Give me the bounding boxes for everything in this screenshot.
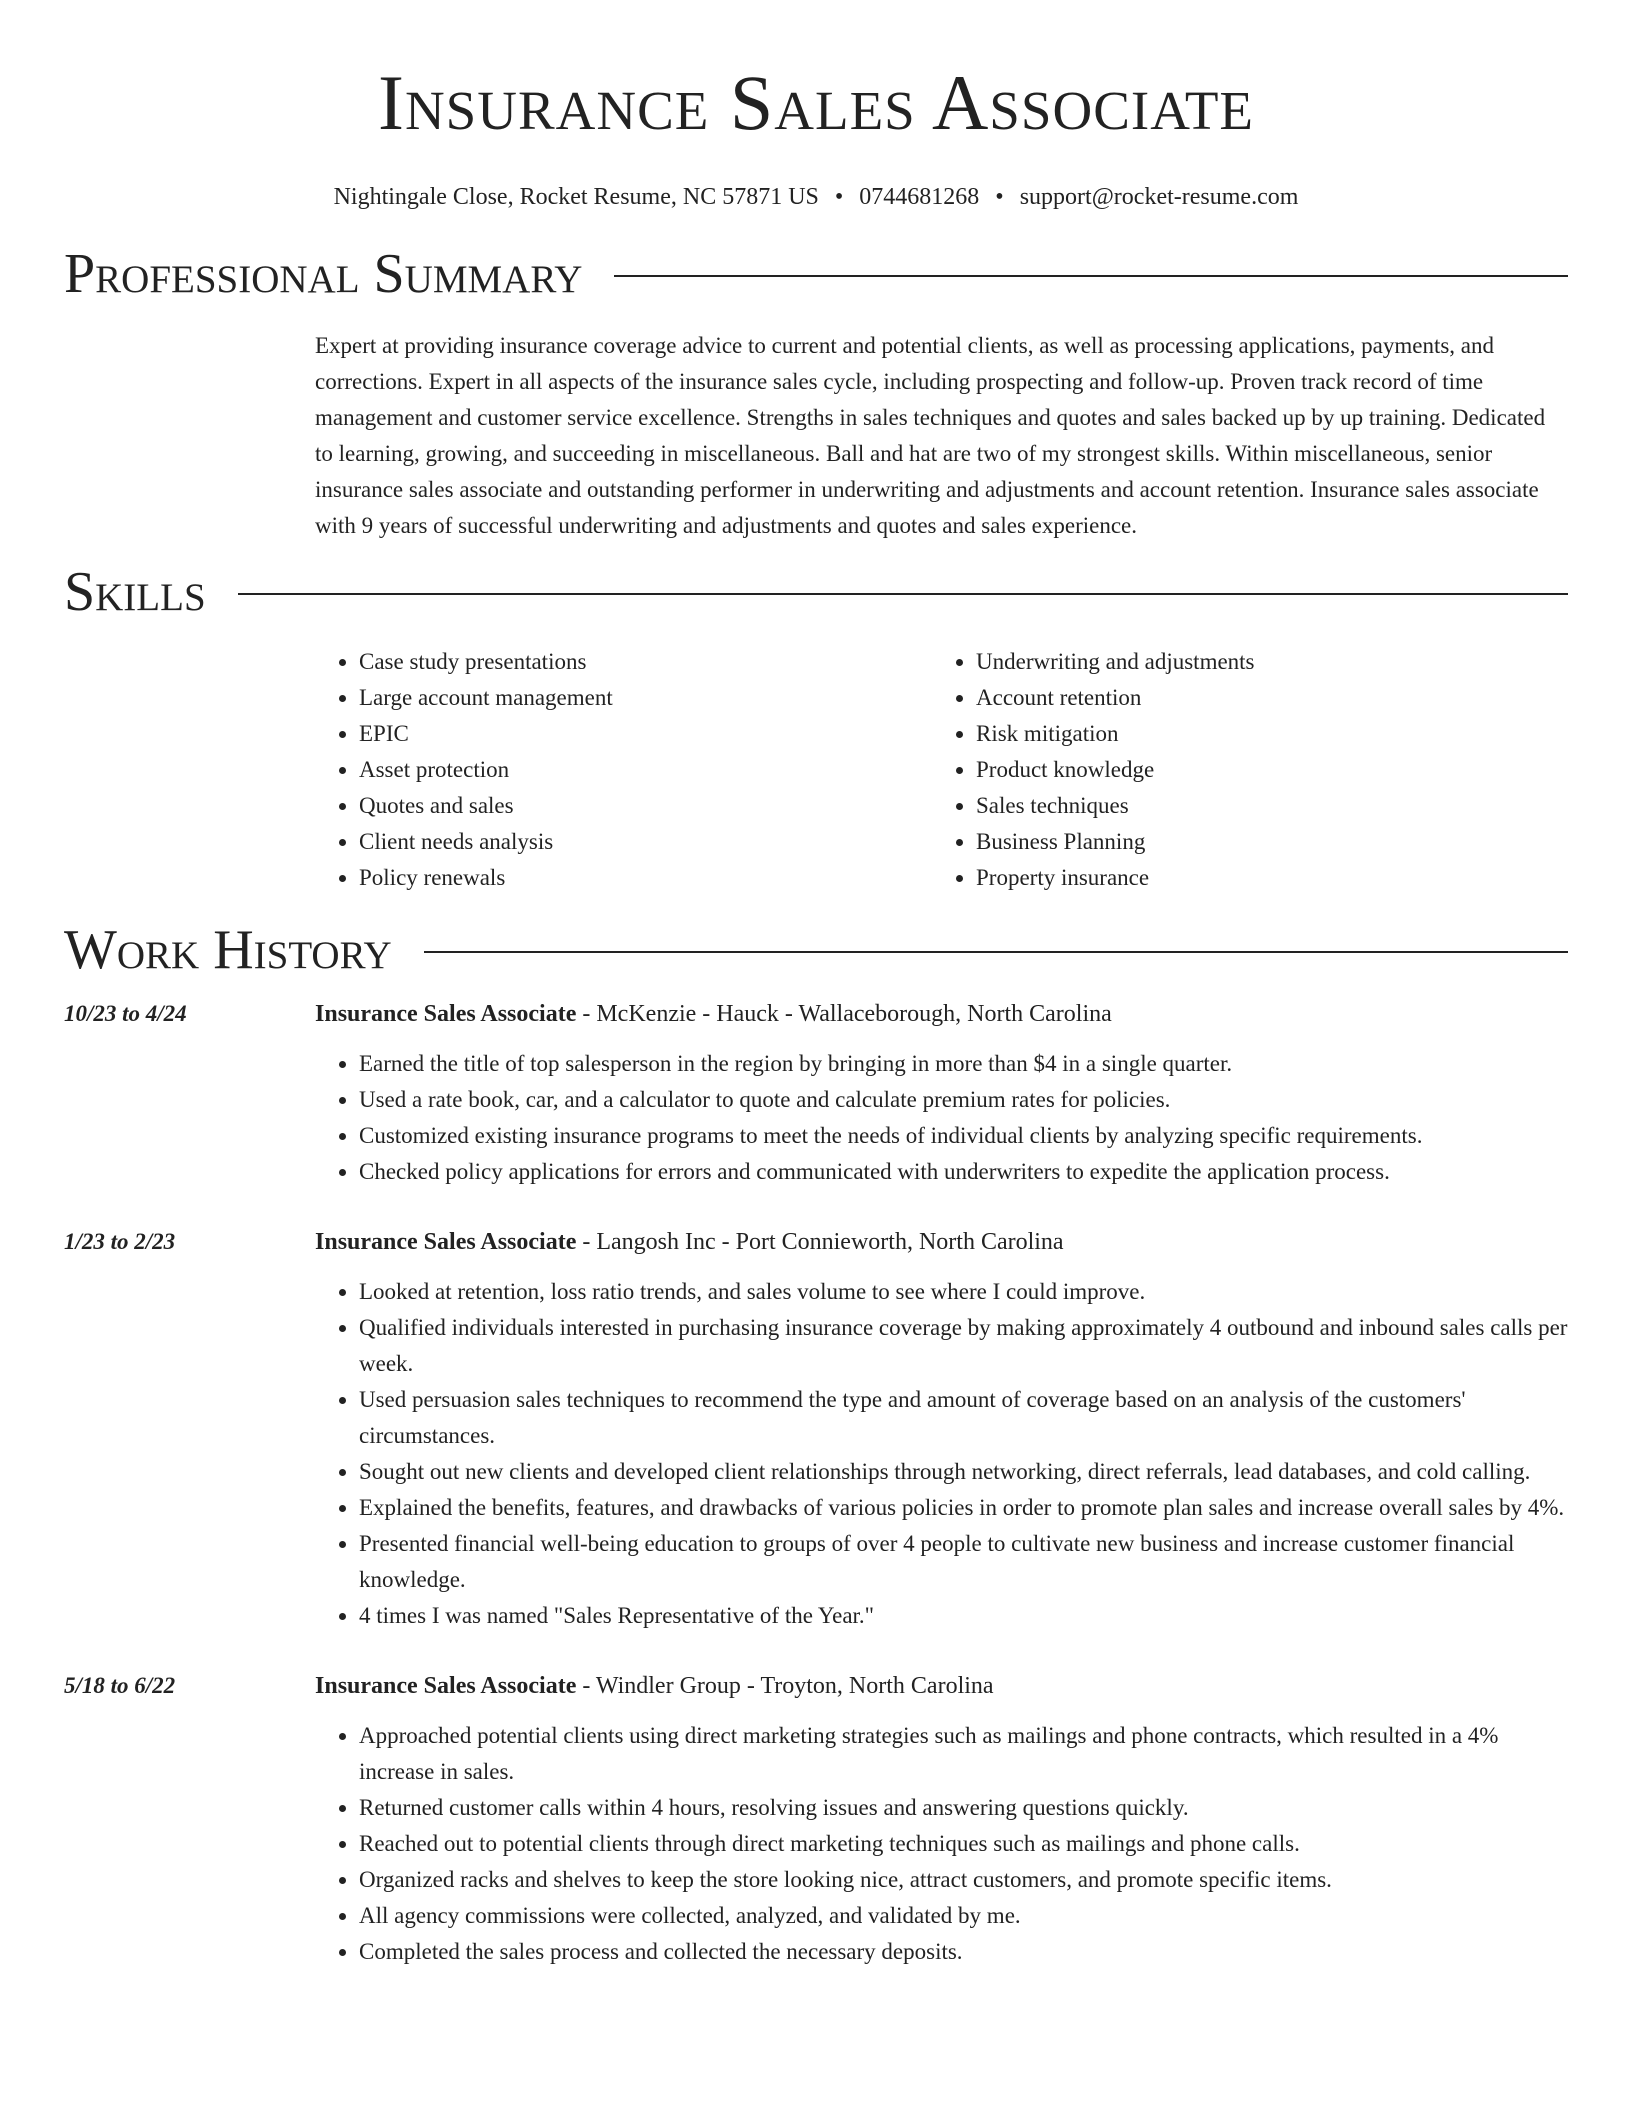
job-bullet: • Used persuasion sales techniques to recommend the type and amount of coverage based on an analysis of the customers' circumstances. <box>359 1382 1568 1454</box>
skills-list <box>315 644 1568 896</box>
job-bullet: • All agency commissions were collected, analyzed, and validated by me. <box>359 1898 1568 1934</box>
work-section-header <box>64 918 1568 982</box>
section-divider <box>238 593 1568 595</box>
job-bullets <box>315 1274 1568 1634</box>
job-entry <box>64 1668 1568 1970</box>
job-bullet: • Reached out to potential clients through direct marketing techniques such as mailings and phone calls. <box>359 1826 1568 1862</box>
contact-separator: • <box>995 184 1004 210</box>
skill-item: • Quotes and sales <box>359 788 932 824</box>
job-employer: - Langosh Inc - Port Connieworth, North Carolina <box>576 1229 1064 1255</box>
skill-item: • Underwriting and adjustments <box>976 644 1549 680</box>
skill-item: • Client needs analysis <box>359 824 932 860</box>
job-bullet: • Used a rate book, car, and a calculator to quote and calculate premium rates for policies. <box>359 1082 1568 1118</box>
contact-phone: 0744681268 <box>859 184 980 210</box>
job-bullet: • Earned the title of top salesperson in the region by bringing in more than $4 in a single quarter. <box>359 1046 1568 1082</box>
skill-item: • Large account management <box>359 680 932 716</box>
job-bullet: • Completed the sales process and collected the necessary deposits. <box>359 1934 1568 1970</box>
job-bullets <box>315 1718 1568 1970</box>
skill-item: • Property insurance <box>976 860 1549 896</box>
section-divider <box>614 275 1568 277</box>
skill-item: • Business Planning <box>976 824 1549 860</box>
job-bullet: • Organized racks and shelves to keep the store looking nice, attract customers, and promote specific items. <box>359 1862 1568 1898</box>
skill-item: • EPIC <box>359 716 932 752</box>
job-bullet: • Presented financial well-being education to groups of over 4 people to cultivate new business and increase customer financial knowledge. <box>359 1526 1568 1598</box>
job-entry <box>64 996 1568 1190</box>
job-body <box>315 1224 1568 1634</box>
contact-separator: • <box>834 184 844 210</box>
skills-column-right <box>932 644 1549 896</box>
skills-section-header <box>64 560 1568 624</box>
skill-item: • Sales techniques <box>976 788 1549 824</box>
work-section-title: Work History <box>64 919 392 981</box>
skill-item: • Risk mitigation <box>976 716 1549 752</box>
job-body <box>315 1668 1568 1970</box>
job-bullet: • Qualified individuals interested in purchasing insurance coverage by making approximately 4 outbound and inbound sales calls per week. <box>359 1310 1568 1382</box>
job-title: Insurance Sales Associate <box>315 1001 577 1027</box>
job-bullets <box>315 1046 1568 1190</box>
job-dates: 10/23 to 4/24 <box>64 1001 187 1026</box>
skill-item: • Product knowledge <box>976 752 1549 788</box>
section-divider <box>424 951 1568 953</box>
job-title: Insurance Sales Associate <box>315 1673 577 1699</box>
skills-column-left <box>315 644 932 896</box>
contact-address: Nightingale Close, Rocket Resume, NC 57871 US <box>333 184 819 210</box>
job-title: Insurance Sales Associate <box>315 1229 577 1255</box>
skill-item: • Asset protection <box>359 752 932 788</box>
job-bullet: • Checked policy applications for errors and communicated with underwriters to expedite the application process. <box>359 1154 1568 1190</box>
job-entry <box>64 1224 1568 1634</box>
job-heading <box>315 996 1568 1032</box>
job-employer: - Windler Group - Troyton, North Carolina <box>576 1673 994 1699</box>
contact-line <box>64 182 1568 212</box>
summary-text: Expert at providing insurance coverage advice to current and potential clients, as well as processing applications, payments, and corrections. Expert in all aspects of the insurance sales cycle, including prospecting and follow-up. Proven track record of time management and customer service excellence. Strengths in sales techniques and quotes and sales backed up by up training. Dedicated to learning, growing, and succeeding in miscellaneous. Ball and hat are two of my strongest skills. Within miscellaneous, senior insurance sales associate and outstanding performer in underwriting and adjustments and account retention. Insurance sales associate with 9 years of successful underwriting and adjustments and quotes and sales experience. <box>315 333 1546 538</box>
contact-email: support@rocket-resume.com <box>1019 184 1299 210</box>
job-bullet: • 4 times I was named "Sales Representative of the Year." <box>359 1598 1568 1634</box>
job-heading <box>315 1668 1568 1704</box>
job-bullet: • Explained the benefits, features, and drawbacks of various policies in order to promote plan sales and increase overall sales by 4%. <box>359 1490 1568 1526</box>
job-employer: - McKenzie - Hauck - Wallaceborough, North Carolina <box>576 1001 1112 1027</box>
skill-item: • Policy renewals <box>359 860 932 896</box>
job-bullet: • Approached potential clients using direct marketing strategies such as mailings and phone contracts, which resulted in a 4% increase in sales. <box>359 1718 1568 1790</box>
job-bullet: • Customized existing insurance programs to meet the needs of individual clients by analyzing specific requirements. <box>359 1118 1568 1154</box>
job-bullet: • Returned customer calls within 4 hours, resolving issues and answering questions quickly. <box>359 1790 1568 1826</box>
skill-item: • Account retention <box>976 680 1549 716</box>
skill-item: • Case study presentations <box>359 644 932 680</box>
job-bullet: • Looked at retention, loss ratio trends, and sales volume to see where I could improve. <box>359 1274 1568 1310</box>
summary-section-title: Professional Summary <box>64 243 583 305</box>
job-dates: 1/23 to 2/23 <box>64 1229 176 1254</box>
job-bullet: • Sought out new clients and developed client relationships through networking, direct referrals, lead databases, and cold calling. <box>359 1454 1568 1490</box>
resume-name: Insurance Sales Associate <box>377 59 1255 146</box>
skills-section-title: Skills <box>64 561 206 623</box>
job-heading <box>315 1224 1568 1260</box>
job-body <box>315 996 1568 1190</box>
summary-section-header <box>64 242 1568 306</box>
job-dates: 5/18 to 6/22 <box>64 1673 176 1698</box>
